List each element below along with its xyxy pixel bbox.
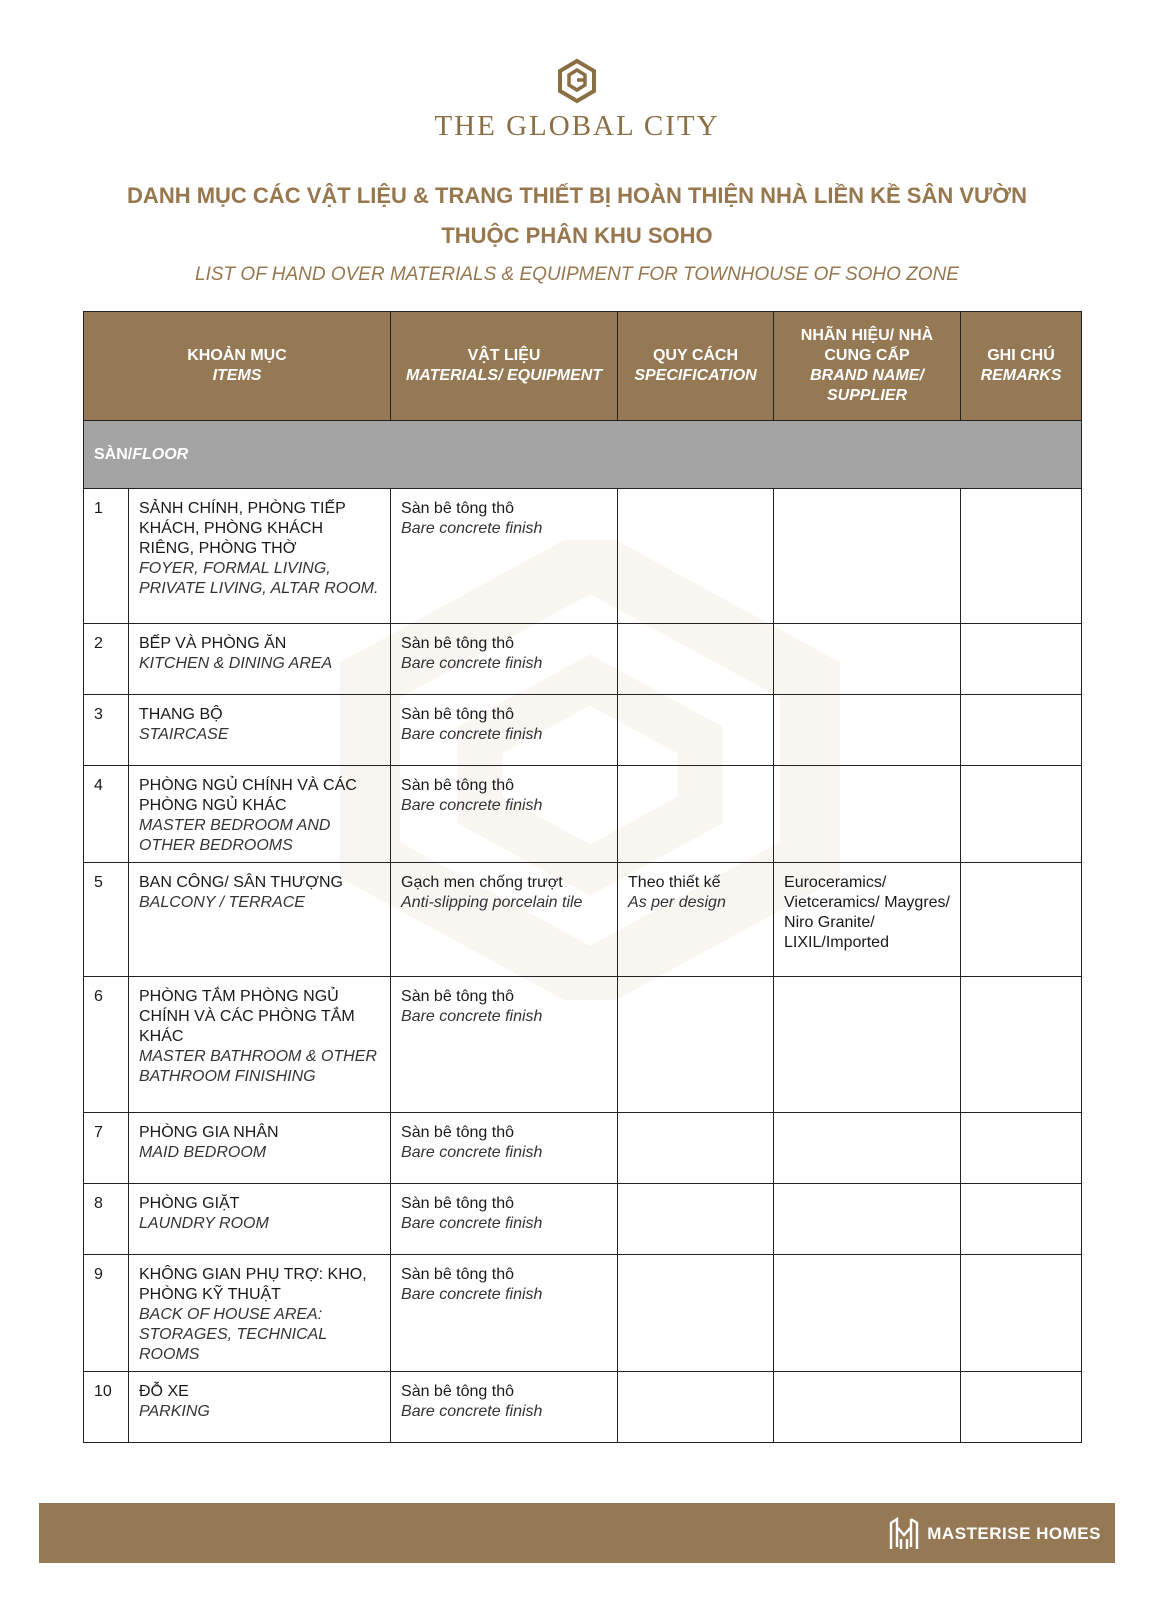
item-cell-vn: SẢNH CHÍNH, PHÒNG TIẾP KHÁCH, PHÒNG KHÁCH RIÊNG, PHÒNG THỜ [139, 500, 346, 557]
item-cell-en: LAUNDRY ROOM [139, 1215, 269, 1232]
brand-cell [774, 624, 961, 695]
brand-cell [774, 766, 961, 863]
item-cell-en: BACK OF HOUSE AREA: STORAGES, TECHNICAL ROOMS [139, 1306, 327, 1363]
specification-cell-en: As per design [628, 894, 726, 911]
item-cell-vn: PHÒNG GIẶT [139, 1195, 240, 1212]
material-cell [391, 1255, 618, 1372]
remarks-cell [961, 489, 1082, 624]
item-cell [129, 624, 391, 695]
row-number-vn: 5 [94, 874, 103, 891]
item-cell-vn: THANG BỘ [139, 706, 223, 723]
material-cell [391, 1113, 618, 1184]
remarks-cell [961, 1372, 1082, 1443]
col-header-materials: VẬT LIỆU MATERIALS/ EQUIPMENT [391, 312, 618, 421]
table-header-row [84, 312, 1082, 421]
material-cell-en: Bare concrete finish [401, 1286, 543, 1303]
remarks-cell [961, 863, 1082, 977]
item-cell-vn: PHÒNG NGỦ CHÍNH VÀ CÁC PHÒNG NGỦ KHÁC [139, 777, 357, 814]
row-number [84, 1184, 129, 1255]
masterise-logo [889, 1517, 1101, 1551]
item-cell-en: PARKING [139, 1403, 210, 1420]
item-cell [129, 1184, 391, 1255]
material-cell [391, 489, 618, 624]
item-cell [129, 1372, 391, 1443]
col-header-items: KHOẢN MỤC ITEMS [84, 312, 391, 421]
specification-cell [618, 1113, 774, 1184]
brand-cell [774, 1184, 961, 1255]
specification-cell [618, 1184, 774, 1255]
remarks-cell [961, 1255, 1082, 1372]
remarks-cell [961, 766, 1082, 863]
material-cell [391, 766, 618, 863]
material-cell-vn: Sàn bê tông thô [401, 500, 514, 517]
section-label-vn: SÀN/ [94, 445, 133, 463]
row-number-vn: 8 [94, 1195, 103, 1212]
table-row [84, 863, 1082, 977]
row-number [84, 624, 129, 695]
row-number-vn: 1 [94, 500, 103, 517]
material-cell-en: Bare concrete finish [401, 1144, 543, 1161]
table-row [84, 1372, 1082, 1443]
item-cell-en: BALCONY / TERRACE [139, 894, 305, 911]
item-cell-vn: PHÒNG GIA NHÂN [139, 1124, 279, 1141]
item-cell-vn: KHÔNG GIAN PHỤ TRỢ: KHO, PHÒNG KỸ THUẬT [139, 1266, 367, 1303]
remarks-cell [961, 695, 1082, 766]
material-cell-en: Anti-slipping porcelain tile [401, 894, 583, 911]
material-cell-vn: Sàn bê tông thô [401, 1195, 514, 1212]
col-header-remarks: GHI CHÚ REMARKS [961, 312, 1082, 421]
specification-cell [618, 863, 774, 977]
row-number-vn: 6 [94, 988, 103, 1005]
section-row-floor [84, 421, 1082, 489]
material-cell-vn: Sàn bê tông thô [401, 988, 514, 1005]
material-cell-en: Bare concrete finish [401, 520, 543, 537]
material-cell-en: Bare concrete finish [401, 726, 543, 743]
footer-bar [39, 1503, 1115, 1563]
item-cell-en: MASTER BEDROOM AND OTHER BEDROOMS [139, 817, 331, 854]
hexagon-logo-icon [554, 58, 600, 104]
brand-cell [774, 863, 961, 977]
item-cell-vn: PHÒNG TẮM PHÒNG NGỦ CHÍNH VÀ CÁC PHÒNG TẮM KHÁC [139, 988, 355, 1045]
materials-table [83, 311, 1082, 1443]
section-label-en: FLOOR [132, 445, 189, 463]
specification-cell [618, 977, 774, 1113]
specification-cell [618, 1255, 774, 1372]
material-cell-en: Bare concrete finish [401, 797, 543, 814]
material-cell-vn: Sàn bê tông thô [401, 1383, 514, 1400]
materials-table-wrap [83, 311, 1081, 1443]
item-cell [129, 695, 391, 766]
table-row [84, 624, 1082, 695]
item-cell-vn: ĐỖ XE [139, 1383, 189, 1400]
material-cell-vn: Sàn bê tông thô [401, 777, 514, 794]
item-cell-vn: BẾP VÀ PHÒNG ĂN [139, 635, 287, 652]
material-cell [391, 1184, 618, 1255]
item-cell-en: KITCHEN & DINING AREA [139, 655, 333, 672]
material-cell [391, 1372, 618, 1443]
table-row [84, 1255, 1082, 1372]
material-cell [391, 695, 618, 766]
specification-cell-vn: Theo thiết kế [628, 874, 721, 891]
item-cell [129, 977, 391, 1113]
col-header-brand: NHÃN HIỆU/ NHÀ CUNG CẤP BRAND NAME/ SUPPLIER [774, 312, 961, 421]
title-vn-line1: DANH MỤC CÁC VẬT LIỆU & TRANG THIẾT BỊ HOÀN THIỆN NHÀ LIỀN KỀ SÂN VƯỜN [127, 183, 1027, 208]
row-number [84, 695, 129, 766]
row-number [84, 1113, 129, 1184]
item-cell [129, 766, 391, 863]
row-number-vn: 2 [94, 635, 103, 652]
table-row [84, 977, 1082, 1113]
remarks-cell [961, 624, 1082, 695]
specification-cell [618, 695, 774, 766]
row-number [84, 977, 129, 1113]
item-cell-en: MAID BEDROOM [139, 1144, 267, 1161]
table-row [84, 1184, 1082, 1255]
masterise-m-icon [889, 1517, 919, 1551]
row-number-vn: 10 [94, 1383, 112, 1400]
specification-cell [618, 1372, 774, 1443]
item-cell [129, 1113, 391, 1184]
brand-cell-vn: Euroceramics/ Vietceramics/ Maygres/ Niro Granite/ LIXIL/Imported [784, 874, 950, 951]
material-cell [391, 977, 618, 1113]
global-city-logo [0, 58, 1154, 104]
row-number [84, 489, 129, 624]
brand-cell [774, 695, 961, 766]
row-number [84, 1372, 129, 1443]
row-number-vn: 7 [94, 1124, 103, 1141]
brand-cell [774, 489, 961, 624]
row-number [84, 863, 129, 977]
material-cell [391, 863, 618, 977]
row-number [84, 1255, 129, 1372]
table-row [84, 1113, 1082, 1184]
material-cell-vn: Sàn bê tông thô [401, 635, 514, 652]
material-cell [391, 624, 618, 695]
material-cell-vn: Sàn bê tông thô [401, 1266, 514, 1283]
brand-cell [774, 1113, 961, 1184]
col-header-specification: QUY CÁCH SPECIFICATION [618, 312, 774, 421]
item-cell-en: FOYER, FORMAL LIVING, PRIVATE LIVING, ALTAR ROOM. [139, 560, 379, 597]
item-cell [129, 1255, 391, 1372]
title-vn-line2: THUỘC PHÂN KHU SOHO [441, 223, 713, 248]
row-number-vn: 9 [94, 1266, 103, 1283]
item-cell-en: STAIRCASE [139, 726, 229, 743]
material-cell-en: Bare concrete finish [401, 655, 543, 672]
material-cell-vn: Gạch men chống trượt [401, 874, 563, 891]
row-number-vn: 3 [94, 706, 103, 723]
item-cell-en: MASTER BATHROOM & OTHER BATHROOM FINISHING [139, 1048, 377, 1085]
brand-cell [774, 977, 961, 1113]
specification-cell [618, 489, 774, 624]
brand-name: THE GLOBAL CITY [434, 110, 720, 142]
item-cell-vn: BAN CÔNG/ SÂN THƯỢNG [139, 874, 343, 891]
brand-cell [774, 1255, 961, 1372]
row-number-vn: 4 [94, 777, 103, 794]
item-cell [129, 489, 391, 624]
table-row [84, 695, 1082, 766]
item-cell [129, 863, 391, 977]
material-cell-vn: Sàn bê tông thô [401, 706, 514, 723]
footer-brand: MASTERISE HOMES [927, 1524, 1101, 1543]
specification-cell [618, 766, 774, 863]
table-row [84, 766, 1082, 863]
specification-cell [618, 624, 774, 695]
title-en: LIST OF HAND OVER MATERIALS & EQUIPMENT FOR TOWNHOUSE OF SOHO ZONE [195, 264, 959, 285]
brand-cell [774, 1372, 961, 1443]
material-cell-en: Bare concrete finish [401, 1008, 543, 1025]
table-row [84, 489, 1082, 624]
material-cell-vn: Sàn bê tông thô [401, 1124, 514, 1141]
remarks-cell [961, 1113, 1082, 1184]
material-cell-en: Bare concrete finish [401, 1403, 543, 1420]
remarks-cell [961, 977, 1082, 1113]
remarks-cell [961, 1184, 1082, 1255]
material-cell-en: Bare concrete finish [401, 1215, 543, 1232]
row-number [84, 766, 129, 863]
